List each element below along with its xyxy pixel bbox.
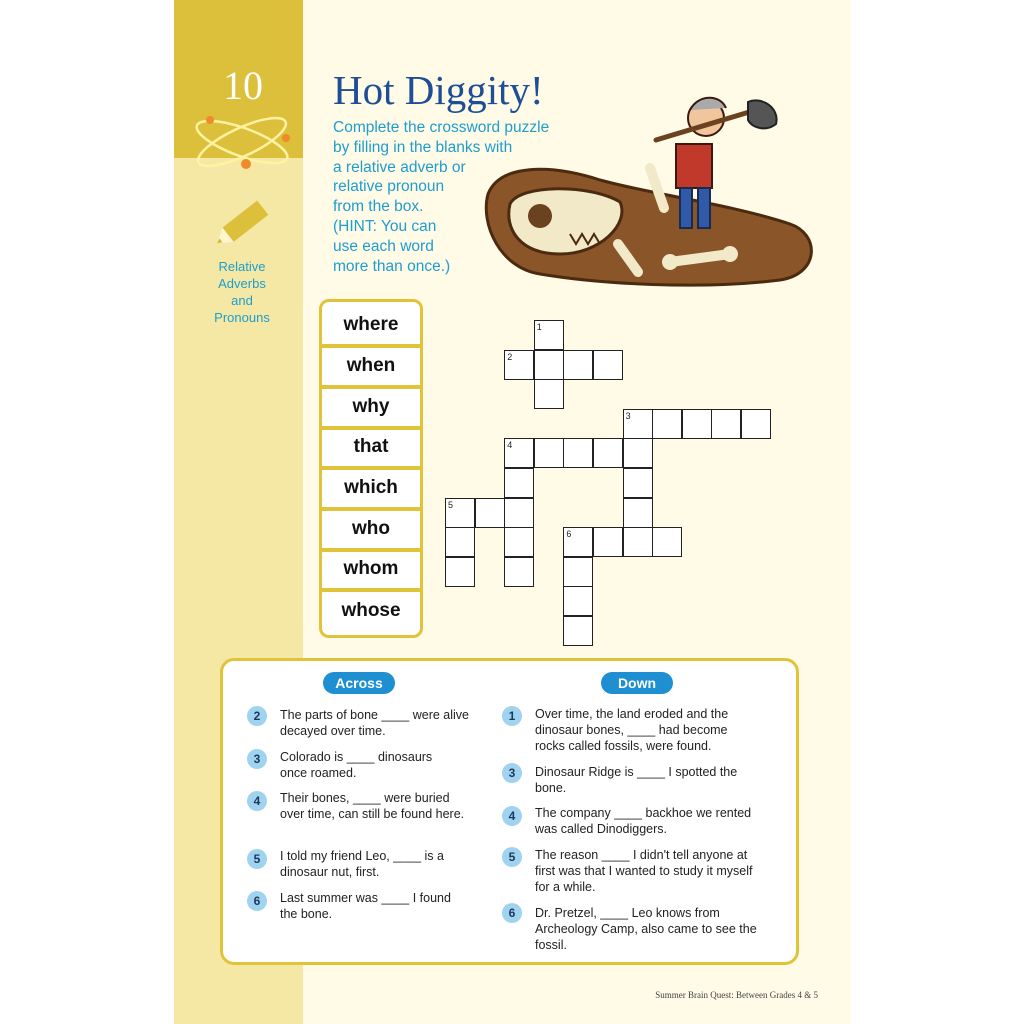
crossword-cell[interactable] (563, 350, 593, 380)
footer-text: Summer Brain Quest: Between Grades 4 & 5 (655, 990, 818, 1000)
cell-number: 4 (507, 440, 513, 451)
word-bank-item: why (352, 396, 390, 417)
crossword-cell[interactable] (534, 379, 564, 409)
down-clue: The reason ____ I didn't tell anyone at first was that I wanted to study it myself for a while. (535, 848, 753, 894)
atom-icon (190, 106, 300, 176)
clue-number: 3 (247, 749, 267, 769)
across-clue: Their bones, ____ were buried over time, can still be found here. (280, 791, 465, 821)
crossword-cell[interactable] (504, 557, 534, 587)
crossword-cell[interactable] (475, 498, 505, 528)
clue-number: 6 (247, 891, 267, 911)
crossword-cell[interactable] (711, 409, 741, 439)
page-number: 10 (223, 63, 263, 108)
topic-label: Relative Adverbs and Pronouns (214, 259, 270, 325)
clues-panel (220, 658, 799, 965)
cell-number: 1 (536, 322, 542, 332)
crossword-cell[interactable] (563, 527, 593, 557)
crossword-cell[interactable] (623, 468, 653, 498)
word-bank-item: when (346, 355, 396, 376)
clue-number: 6 (502, 903, 522, 923)
across-clue: The parts of bone ____ were alive decayed over time. (280, 708, 470, 738)
clue-number: 4 (502, 806, 522, 826)
pencil-icon (214, 192, 278, 252)
crossword-cell[interactable] (623, 409, 653, 439)
clue-number: 3 (502, 763, 522, 783)
page-title: Hot Diggity! (333, 67, 544, 113)
crossword-cell[interactable] (563, 616, 593, 646)
cell-number: 6 (566, 529, 572, 540)
crossword-cell[interactable] (593, 527, 623, 557)
across-clue: Colorado is ____ dinosaurs once roamed. (280, 750, 433, 780)
crossword-cell[interactable] (534, 350, 564, 380)
crossword-cell[interactable] (445, 557, 475, 587)
down-clue: Dinosaur Ridge is ____ I spotted the bone. (535, 765, 738, 795)
cell-number: 2 (507, 351, 513, 362)
crossword-cell[interactable] (563, 557, 593, 587)
clue-number: 5 (247, 849, 267, 869)
crossword-cell[interactable] (563, 586, 593, 616)
crossword-cell[interactable] (445, 527, 475, 557)
crossword-cell[interactable] (623, 527, 653, 557)
crossword-cell[interactable] (504, 498, 534, 528)
clue-number: 4 (247, 791, 267, 811)
word-bank-item: that (353, 436, 389, 457)
across-heading: Across (323, 672, 395, 694)
word-bank-item: whom (343, 558, 399, 579)
clue-number: 5 (502, 847, 522, 867)
down-clue: The company ____ backhoe we rented was called Dinodiggers. (535, 806, 752, 836)
crossword-cell[interactable] (682, 409, 712, 439)
crossword-cell[interactable] (504, 468, 534, 498)
word-bank-item: who (352, 518, 390, 539)
crossword-cell[interactable] (534, 438, 564, 468)
word-bank (319, 299, 423, 638)
crossword-cell[interactable] (445, 498, 475, 528)
crossword-cell[interactable] (652, 527, 682, 557)
instructions: Complete the crossword puzzle by filling in the blanks with a relative adverb or relative pronoun from the box. (HINT: You can use each word more than once.) (333, 119, 550, 275)
cell-number: 3 (625, 410, 631, 421)
crossword-cell[interactable] (652, 409, 682, 439)
crossword-cell[interactable] (623, 498, 653, 528)
crossword-cell[interactable] (741, 409, 771, 439)
crossword-cell[interactable] (593, 438, 623, 468)
word-bank-item: where (343, 314, 399, 335)
down-clue: Dr. Pretzel, ____ Leo knows from Archeology Camp, also came to see the fossil. (535, 906, 757, 952)
crossword-cell[interactable] (504, 350, 534, 380)
crossword-cell[interactable] (563, 438, 593, 468)
dinosaur-dig-illustration (480, 84, 820, 304)
down-clue: Over time, the land eroded and the dinosaur bones, ____ had become rocks called fossils, were found. (535, 707, 729, 753)
word-bank-item: whose (341, 600, 401, 621)
clue-number: 2 (247, 706, 267, 726)
word-bank-item: which (344, 477, 398, 498)
cell-number: 5 (448, 499, 454, 510)
crossword-cell[interactable] (504, 527, 534, 557)
crossword-cell[interactable] (504, 438, 534, 468)
crossword-cell[interactable] (593, 350, 623, 380)
clue-number: 1 (502, 706, 522, 726)
crossword-cell[interactable] (534, 320, 564, 350)
across-clue: Last summer was ____ I found the bone. (280, 891, 451, 921)
across-clue: I told my friend Leo, ____ is a dinosaur nut, first. (280, 849, 444, 879)
down-heading: Down (601, 672, 673, 694)
crossword-cell[interactable] (623, 438, 653, 468)
